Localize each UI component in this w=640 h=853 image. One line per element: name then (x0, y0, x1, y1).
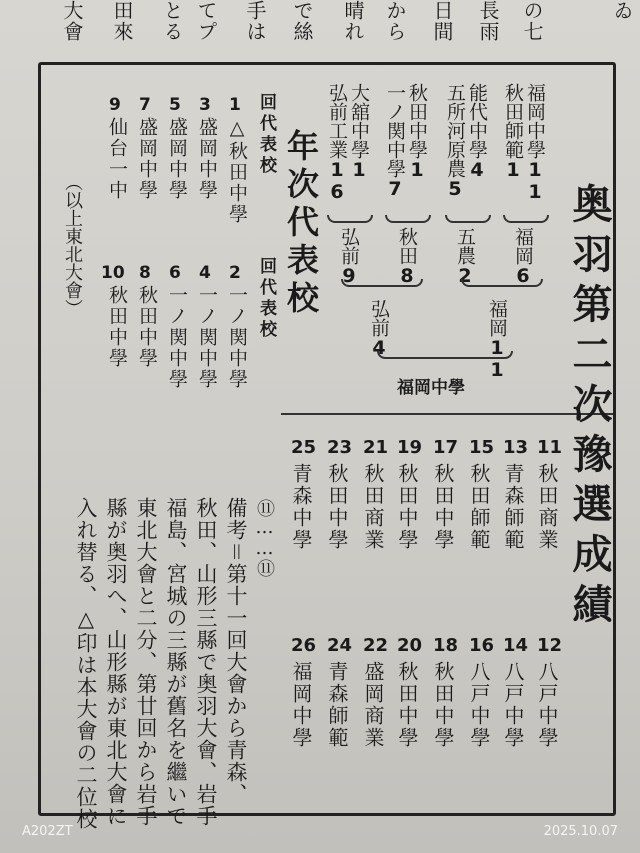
rep-number: 1 (229, 95, 241, 115)
strip-col: 大會 (60, 0, 84, 42)
page-title: 奥羽第二次豫選成績 (566, 183, 613, 633)
result-number: 20 (397, 635, 423, 656)
strip-col: 長雨 (476, 0, 500, 42)
result-number: 23 (327, 437, 353, 458)
result-school: 青森中學 (289, 463, 313, 551)
note-line: 秋田、山形三縣で奥羽大會、岩手 (194, 497, 218, 827)
rep-school: 一ノ関中學 (226, 285, 248, 390)
bracket-connector (377, 351, 513, 359)
result-school: 秋田中學 (325, 463, 349, 551)
result-school: 青森師範 (501, 463, 525, 551)
rep-school: 秋田中學 (136, 285, 158, 369)
bracket-connector (385, 215, 431, 223)
rep-school: 盛岡中學 (136, 117, 158, 201)
bracket-round2: 弘前9 (338, 227, 360, 287)
rep-school: 一ノ関中學 (166, 285, 188, 390)
result-number: 15 (469, 437, 495, 458)
year-representatives-title: 年次代表校 (282, 129, 320, 319)
result-school: 福岡中學 (289, 661, 313, 749)
rep-number: 5 (169, 95, 181, 115)
result-school: 秋田中學 (431, 661, 455, 749)
rep-school: △秋田中學 (226, 117, 248, 225)
bracket-round2: 五農2 (454, 227, 476, 287)
rep-number: 6 (169, 263, 181, 283)
strip-col: とる (160, 0, 184, 42)
result-school: 八戸中學 (467, 661, 491, 749)
rep-number: 4 (199, 263, 211, 283)
result-school: 秋田中學 (395, 661, 419, 749)
rep-number: 2 (229, 263, 241, 283)
result-number: 12 (537, 635, 563, 656)
rep-number: 7 (139, 95, 151, 115)
result-number: 25 (291, 437, 317, 458)
rep-footnote: （以上東北大會） (62, 173, 83, 317)
strip-col: の七 (520, 0, 544, 42)
bracket-winner: 福岡中學 (397, 378, 465, 398)
result-school: 秋田中學 (431, 463, 455, 551)
rep-school: 一ノ関中學 (196, 285, 218, 390)
rep-number: 3 (199, 95, 211, 115)
bracket-connector (445, 215, 491, 223)
rep-school: 盛岡中學 (166, 117, 188, 201)
strip-col: 晴れ (341, 0, 365, 42)
bracket-round3: 福岡11 (486, 299, 508, 381)
result-school: 秋田商業 (535, 463, 559, 551)
result-number: 16 (469, 635, 495, 656)
bracket-round3: 弘前4 (368, 299, 390, 359)
bracket-round2: 福岡6 (512, 227, 534, 287)
note-line: 縣が奥羽へ、山形縣が東北大會に (104, 497, 128, 827)
results-box (38, 62, 616, 830)
result-school: 秋田中學 (395, 463, 419, 551)
result-number: 11 (537, 437, 563, 458)
strip-col: から (383, 0, 407, 42)
strip-col: で絲 (290, 0, 314, 42)
bracket-connector (341, 279, 423, 287)
rep-school: 盛岡中學 (196, 117, 218, 201)
result-school: 八戸中學 (501, 661, 525, 749)
strip-col: 田來 (110, 0, 134, 42)
rep-school: 仙台一中 (106, 117, 128, 201)
bracket-entry: 福岡中學11 (524, 83, 546, 203)
rep-number: 8 (139, 263, 151, 283)
result-school: 八戸中學 (535, 661, 559, 749)
result-number: 14 (503, 635, 529, 656)
rep-header: 回代表校 (256, 257, 276, 341)
result-school: 青森師範 (325, 661, 349, 749)
rep-number: 10 (101, 263, 125, 283)
note-line: 入れ替る、△印は本大會の二位校 (74, 497, 98, 830)
bracket-entry: 大舘中學1 (348, 83, 370, 181)
note-line: 備考＝第十一回大會から青森、 (224, 497, 248, 805)
note-line: 福島、宮城の三縣が舊名を繼いで (164, 497, 188, 827)
result-number: 26 (291, 635, 317, 656)
strip-col: ゐ (610, 0, 634, 21)
result-number: 18 (433, 635, 459, 656)
bracket-connector (327, 215, 373, 223)
bracket-connector (461, 279, 543, 287)
device-watermark: A202ZT (22, 824, 73, 839)
strip-col: 日間 (430, 0, 454, 42)
bracket-entry: 能代中學4 (466, 83, 488, 181)
result-school: 秋田商業 (361, 463, 385, 551)
result-number: 24 (327, 635, 353, 656)
bracket-connector (503, 215, 549, 223)
bracket-entry: 秋田中學1 (406, 83, 428, 181)
date-watermark: 2025.10.07 (543, 824, 618, 839)
result-number: 19 (397, 437, 423, 458)
bracket-entry: 五所河原農5 (444, 83, 466, 200)
result-school: 秋田師範 (467, 463, 491, 551)
result-number: 21 (363, 437, 389, 458)
result-school: 盛岡商業 (361, 661, 385, 749)
bracket-entry: 秋田師範1 (502, 83, 524, 181)
strip-col: てプ (194, 0, 218, 42)
note-line: 東北大會と二分、第廿回から岩手 (134, 497, 158, 827)
bracket-entry: 一ノ関中學7 (384, 83, 406, 200)
strip-col: 手は (243, 0, 267, 42)
bracket-entry: 弘前工業16 (326, 83, 348, 203)
rep-school: 秋田中學 (106, 285, 128, 369)
result-number: 13 (503, 437, 529, 458)
range-note: ⑪……⑪ (254, 499, 275, 577)
rep-number: 9 (109, 95, 121, 115)
result-number: 17 (433, 437, 459, 458)
result-number: 22 (363, 635, 389, 656)
bracket-round2: 秋田8 (396, 227, 418, 287)
rep-header: 回代表校 (256, 93, 276, 177)
section-divider (281, 413, 613, 415)
